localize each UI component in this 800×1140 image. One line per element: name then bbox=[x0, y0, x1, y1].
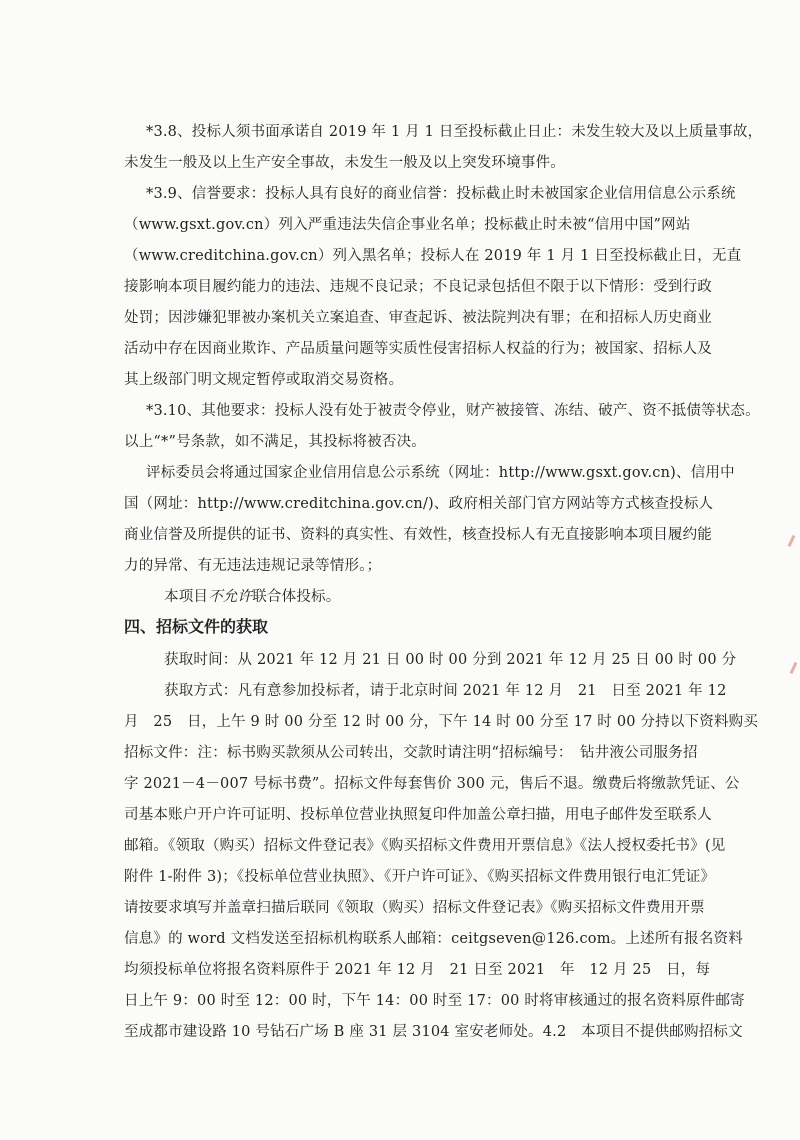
clause-3-9-line-2: （www.gsxt.gov.cn）列入严重违法失信企事业名单；投标截止时未被“信用中国”网站 bbox=[124, 217, 691, 233]
get-method-line-5: 司基本账户开户许可证明、投标单位营业执照复印件加盖公章扫描，用电子邮件发至联系人 bbox=[124, 807, 712, 823]
star-note: 以上“*”号条款，如不满足，其投标将被否决。 bbox=[124, 434, 426, 450]
review-line-1: 评标委员会将通过国家企业信用信息公示系统（网址：http://www.gsxt.gov.cn)、信用中 bbox=[146, 465, 735, 481]
get-method-line-12: 至成都市建设路 10 号钻石广场 B 座 31 层 3104 室安老师处。4.2 本项目不提供邮购招标文 bbox=[124, 1024, 743, 1040]
clause-3-8: *3.8、投标人须书面承诺自 2019 年 1 月 1 日至投标截止日止：未发生较大及以上质量事故， bbox=[146, 124, 763, 140]
get-method-line-6: 邮箱。《领取（购买）招标文件登记表》《购买招标文件费用开票信息》《法人授权委托书》(见 bbox=[124, 838, 726, 854]
get-method-line-7: 附件 1-附件 3)；《投标单位营业执照》、《开户许可证》、《购买招标文件费用银行电汇凭证》 bbox=[124, 869, 716, 885]
seal-trace bbox=[790, 662, 798, 674]
clause-3-9-line-7: 其上级部门明文规定暂停或取消交易资格。 bbox=[124, 372, 404, 388]
get-method-line-10: 均须投标单位将报名资料原件于 2021 年 12 月 21 日至 2021 年 12 月 25 日，每 bbox=[124, 962, 711, 978]
get-method-line-9: 信息》的 word 文档发送至招标机构联系人邮箱：ceitgseven@126.com。上述所有报名资料 bbox=[124, 931, 743, 947]
clause-3-8-cont: 未发生一般及以上生产安全事故，未发生一般及以上突发环境事件。 bbox=[124, 155, 565, 171]
get-method-line-11: 日上午 9：00 时至 12：00 时，下午 14：00 时至 17：00 时将审核通过的报名资料原件邮寄 bbox=[124, 993, 745, 1009]
clause-3-9-line-5: 处罚；因涉嫌犯罪被办案机关立案追查、审查起诉、被法院判决有罪；在和招标人历史商业 bbox=[124, 310, 712, 326]
review-line-3: 商业信誉及所提供的证书、资料的真实性、有效性，核查投标人有无直接影响本项目履约能 bbox=[124, 527, 712, 543]
clause-3-9-line-3: （www.creditchina.gov.cn）列入黑名单；投标人在 2019 年 1 月 1 日至投标截止日，无直 bbox=[124, 248, 742, 264]
get-method-line-8: 请按要求填写并盖章扫描后联同《领取（购买）招标文件登记表》《购买招标文件费用开票 bbox=[124, 900, 705, 916]
get-method-line-2: 月 25 日，上午 9 时 00 分至 12 时 00 分，下午 14 时 00 分至 17 时 00 分持以下资料购买 bbox=[124, 714, 759, 730]
consortium-emphasis: 不允许 bbox=[208, 589, 253, 605]
consortium-line bbox=[164, 587, 340, 607]
clause-3-9-line-4: 接影响本项目履约能力的违法、违规不良记录；不良记录包括但不限于以下情形：受到行政 bbox=[124, 279, 712, 295]
get-method-line-3: 招标文件：注：标书购买款须从公司转出，交款时请注明“招标编号： 钻井液公司服务招 bbox=[124, 745, 698, 761]
clause-3-9-line-1: *3.9、信誉要求：投标人具有良好的商业信誉：投标截止时未被国家企业信用信息公示系统 bbox=[146, 186, 736, 202]
consortium-pre: 本项目 bbox=[164, 589, 209, 605]
clause-3-10: *3.10、其他要求：投标人没有处于被责令停业，财产被接管、冻结、破产、资不抵债等状态。 bbox=[146, 403, 760, 419]
review-line-4: 力的异常、有无违法违规记录等情形。； bbox=[124, 558, 382, 574]
get-method-line-1: 获取方式：凡有意参加投标者，请于北京时间 2021 年 12 月 21 日至 2021 年 12 bbox=[164, 683, 727, 699]
review-line-2: 国（网址：http://www.creditchina.gov.cn/)、政府相关部门官方网站等方式核查投标人 bbox=[124, 496, 714, 512]
section-4-heading: 四、招标文件的获取 bbox=[124, 617, 269, 636]
consortium-post: 联合体投标。 bbox=[252, 589, 341, 605]
get-time: 获取时间：从 2021 年 12 月 21 日 00 时 00 分到 2021 年 12 月 25 日 00 时 00 分 bbox=[164, 652, 737, 668]
seal-trace bbox=[788, 535, 796, 547]
clause-3-9-line-6: 活动中存在因商业欺诈、产品质量问题等实质性侵害招标人权益的行为；被国家、招标人及 bbox=[124, 341, 712, 357]
get-method-line-4: 字 2021－4－007 号标书费”。招标文件每套售价 300 元，售后不退。缴费后将缴款凭证、公 bbox=[124, 776, 740, 792]
